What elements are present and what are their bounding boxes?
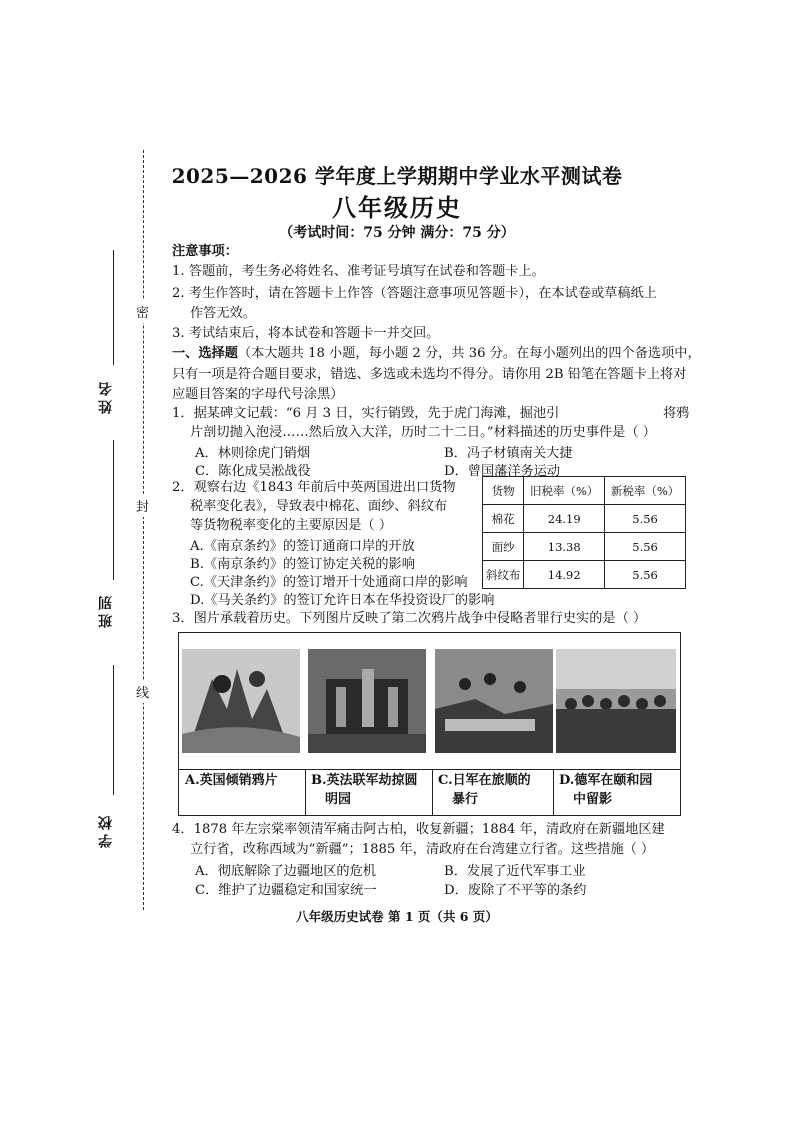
table-header-row [483, 477, 686, 505]
class-blank[interactable] [113, 440, 114, 580]
yuanmingyuan-ruins-image [308, 649, 426, 753]
caption-text: 中留影 [573, 792, 613, 807]
table-header-cell: 新税率（%） [605, 477, 686, 505]
caption-text: C.日军在旅顺的 [438, 773, 531, 788]
q3-stem: 3．图片承载着历史。下列图片反映了第二次鸦片战争中侵略者罪行史实的是（ ） [172, 611, 647, 626]
exam-subtitle: 八年级历史 [332, 193, 462, 222]
exam-title: 2025—2026 学年度上学期期中学业水平测试卷 [171, 164, 623, 188]
class-label: 班别 [98, 592, 114, 628]
caption-divider [305, 769, 306, 815]
school-blank[interactable] [113, 665, 114, 795]
section-heading: 一、选择题 [172, 346, 238, 361]
table-header-cell: 货物 [483, 477, 524, 505]
caption-text: 暴行 [452, 792, 479, 807]
q4-option-a[interactable]: A．彻底解除了边疆地区的危机 [195, 864, 376, 879]
q3-option-a[interactable] [185, 771, 305, 790]
q1-stem: 片剖切抛入泡浸……然后放入大洋，历时二十二日。”材料描述的历史事件是（ ） [190, 425, 656, 440]
seal-char-feng: 封 [136, 494, 149, 517]
section-text: （本大题共 18 小题，每小题 2 分，共 36 分。在每小题列出的四个备选项中， [237, 346, 701, 361]
q3-option-b[interactable] [311, 771, 431, 809]
table-cell: 面纱 [483, 533, 524, 561]
q1-option-d[interactable]: D．曾国藩洋务运动 [444, 464, 561, 479]
q4-stem: 4．1878 年左宗棠率领清军痛击阿古柏，收复新疆；1884 年，清政府在新疆地区建 [172, 822, 665, 837]
name-blank[interactable] [113, 250, 114, 365]
name-label: 姓名 [98, 378, 114, 414]
notice-item: 2. 考生作答时，请在答题卡上作答（答题注意事项见答题卡），在本试卷或草稿纸上 [172, 286, 657, 301]
table-cell: 5.56 [605, 561, 686, 589]
q1-option-a[interactable]: A．林则徐虎门销烟 [195, 446, 311, 461]
seal-char-mi: 密 [136, 300, 149, 323]
q3-picture-panel [178, 632, 681, 816]
section-text: 应题目答案的字母代号涂黑） [172, 387, 344, 402]
caption-divider [432, 769, 433, 815]
notice-item: 3. 考试结束后，将本试卷和答题卡一并交回。 [172, 326, 440, 341]
q1-stem: 1．据某碑文记载：“6 月 3 日，实行销毁，先于虎门海滩，掘池引 [172, 406, 560, 421]
q1-option-b[interactable]: B．冯子材镇南关大捷 [444, 446, 573, 461]
page-footer: 八年级历史试卷 第 1 页（共 6 页） [296, 909, 498, 924]
q4-option-b[interactable]: B．发展了近代军事工业 [444, 864, 586, 879]
table-cell: 13.38 [524, 533, 605, 561]
table-row [483, 561, 686, 589]
q2-stem: 2．观察右边《1843 年前后中英两国进出口货物 [172, 480, 456, 495]
caption-row-border [179, 769, 680, 770]
table-cell: 斜纹布 [483, 561, 524, 589]
caption-text: D.德军在颐和园 [559, 773, 653, 788]
q2-stem: 等货物税率变化的主要原因是（ ） [190, 518, 393, 533]
german-troops-summer-palace-image [556, 649, 676, 753]
notice-item: 作答无效。 [190, 306, 256, 321]
table-row [483, 505, 686, 533]
q1-stem-tail: 将鸦 [663, 406, 690, 421]
exam-info: （考试时间：75 分钟 满分：75 分） [279, 225, 515, 241]
q2-option-a[interactable]: A.《南京条约》的签订通商口岸的开放 [190, 539, 415, 554]
seal-dashed-line [143, 150, 144, 910]
notice-heading: 注意事项： [172, 244, 238, 259]
notice-item: 1. 答题前，考生务必将姓名、准考证号填写在试卷和答题卡上。 [172, 264, 545, 279]
section-one-intro [172, 344, 701, 364]
table-row [483, 533, 686, 561]
school-label: 学校 [98, 812, 114, 848]
q2-option-c[interactable]: C.《天津条约》的签订增开十处通商口岸的影响 [190, 575, 468, 590]
q3-option-c[interactable] [438, 771, 558, 809]
q4-option-c[interactable]: C．维护了边疆稳定和国家统一 [195, 883, 377, 898]
table-header-cell: 旧税率（%） [524, 477, 605, 505]
table-cell: 24.19 [524, 505, 605, 533]
section-text: 只有一项是符合题目要求，错选、多选或未选均不得分。请你用 2B 铅笔在答题卡上将对 [172, 367, 687, 382]
q3-option-d[interactable] [559, 771, 679, 809]
opium-dumping-image [182, 649, 300, 753]
caption-text: A.英国倾销鸦片 [185, 773, 278, 788]
q4-stem: 立行省，改称西域为“新疆”；1885 年，清政府在台湾建立行省。这些措施（ ） [190, 842, 655, 857]
q4-option-d[interactable]: D．废除了不平等的条约 [444, 883, 587, 898]
q2-option-b[interactable]: B.《南京条约》的签订协定关税的影响 [190, 557, 415, 572]
lushun-massacre-image [435, 649, 553, 753]
seal-char-xian: 线 [136, 680, 149, 703]
caption-text: B.英法联军劫掠圆 [311, 773, 418, 788]
q2-option-d[interactable]: D.《马关条约》的签订允许日本在华投资设厂的影响 [190, 593, 495, 608]
table-cell: 14.92 [524, 561, 605, 589]
q1-option-c[interactable]: C．陈化成吴淞战役 [195, 464, 311, 479]
caption-text: 明园 [325, 792, 352, 807]
table-cell: 5.56 [605, 505, 686, 533]
table-cell: 5.56 [605, 533, 686, 561]
table-cell: 棉花 [483, 505, 524, 533]
q2-stem: 税率变化表》，导致表中棉花、面纱、斜纹布 [190, 499, 448, 514]
tax-rate-table [482, 476, 686, 589]
